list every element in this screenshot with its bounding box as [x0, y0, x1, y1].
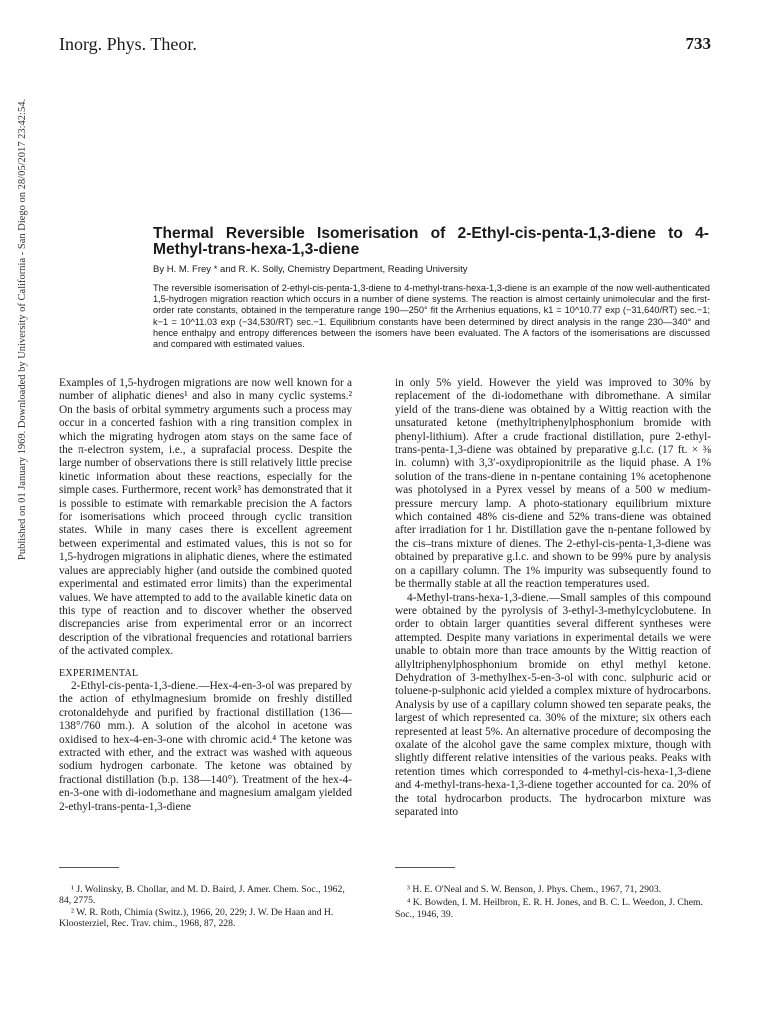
section-heading-experimental: EXPERIMENTAL	[59, 667, 139, 679]
footnote-1: ¹ J. Wolinsky, B. Chollar, and M. D. Baird, J. Amer. Chem. Soc., 1962, 84, 2775.	[59, 884, 345, 907]
footnote-4: ⁴ K. Bowden, I. M. Heilbron, E. R. H. Jones, and B. C. L. Weedon, J. Chem. Soc., 1946, 39.	[395, 897, 703, 920]
download-watermark-text: Published on 01 January 1969. Downloaded by University of California - San Diego on 28/05/2017 23:42:54.	[17, 98, 28, 560]
footnote-rule-right	[395, 867, 455, 868]
footnote-3: ³ H. E. O'Neal and S. W. Benson, J. Phys. Chem., 1967, 71, 2903.	[407, 884, 662, 895]
article-authors: By H. M. Frey * and R. K. Solly, Chemistry Department, Reading University	[153, 264, 468, 275]
journal-name: Inorg. Phys. Theor.	[59, 34, 197, 54]
download-watermark	[3, 98, 28, 560]
footnote-2: ² W. R. Roth, Chimia (Switz.), 1966, 20, 229; J. W. De Haan and H. Kloosterziel, Rec. Trav. chim., 1968, 87, 228.	[59, 906, 334, 929]
article-abstract: The reversible isomerisation of 2-ethyl-cis-penta-1,3-diene to 4-methyl-trans-hexa-1,3-diene is an example of the now well-authenticated 1,5-hydrogen migration reaction which occurs in a number of diene systems. The reaction is almost certainly unimolecular and the first-order rate constants, obtained in the temperature range 190—250° fit the Arrhenius equations, k1 = 10^10.77 exp (−31,640/RT) sec.−1; k−1 = 10^11.03 exp (−34,530/RT) sec.−1. Equilibrium constants have been determined by direct analysis in the range 230—340° and hence enthalpy and entropy differences between the isomers have been evaluated. The A factors of the isomerisations are discussed and compared with estimated values.	[153, 283, 710, 350]
footnotes-right	[395, 884, 711, 922]
footnote-rule-left	[59, 867, 119, 868]
article-title: Thermal Reversible Isomerisation of 2-Ethyl-cis-penta-1,3-diene to 4-Methyl-trans-hexa-1,3-diene	[153, 225, 709, 258]
left-column	[59, 377, 352, 814]
intro-paragraph: Examples of 1,5-hydrogen migrations are now well known for a number of aliphatic dienes¹ and also in many cyclic systems.² On the basis of orbital symmetry arguments such a process may occur in a concerted fashion with a ring transition complex in which the migrating hydrogen atom stays on the same face of the π-electron system, i.e., a suprafacial process. Despite the large number of observations there is still relatively little precise kinetic information about these reactions, especially for the simple cases. Furthermore, recent work³ has demonstrated that it is possible to estimate with remarkable precision the A factors for isomerisations which proceed through cyclic transition states. While in many cases there is excellent agreement between experimental and estimated values, this is not so for 1,5-hydrogen migrations in aliphatic dienes, where the estimated values are appreciably higher (and outside the combined quoted experimental and estimated error limits) than the experimental values. We have attempted to add to the available kinetic data on this type of reaction and to discover whether the observed discrepancies arise from experimental error or an incorrect description of the vibrational frequencies and rotational barriers of the activated complex.	[59, 377, 352, 658]
experimental-paragraph-2: in only 5% yield. However the yield was improved to 30% by replacement of the di-iodomethane with dibromethane. A similar yield of the trans-diene was obtained by a Wittig reaction with the unsaturated ketone (methyltriphenylphosphonium bromide with phenyl-lithium). After a crude fractional distillation, pure 2-ethyl-trans-penta-1,3-diene was obtained by preparative g.l.c. (17 ft. × ⅜ in. column) with 3,3′-oxydipropionitrile as the liquid phase. A 1% solution of the trans-diene in n-pentane containing 1% acetophenone was photolysed in a Pyrex vessel by means of a 500 w medium-pressure mercury lamp. A photo-stationary equilibrium mixture which contained 48% cis-diene and 52% trans-diene was obtained after irradiation for 1 hr. Distillation gave the n-pentane followed by the cis–trans mixture of dienes. The 2-ethyl-cis-penta-1,3-diene was obtained by preparative g.l.c. and shown to be 99% pure by analysis on a capillary column. The 1% impurity was subsequently found to be thermally stable at all the reaction temperatures used.	[395, 377, 711, 591]
page-number: 733	[685, 34, 711, 53]
footnotes-left	[59, 884, 352, 929]
experimental-paragraph-1: 2-Ethyl-cis-penta-1,3-diene.—Hex-4-en-3-ol was prepared by the action of ethylmagnesium bromide on freshly distilled crotonaldehyde and purified by fractional distillation (136—138°/760 mm.). A solution of the alcohol in acetone was oxidised to hex-4-en-3-one with chromic acid.⁴ The ketone was extracted with ether, and the extract was washed with aqueous sodium hydrogen carbonate. The ketone was obtained by fractional distillation (b.p. 138—140°). Treatment of the hex-4-en-3-one with di-iodomethane and magnesium amalgam yielded 2-ethyl-trans-penta-1,3-diene	[59, 679, 352, 813]
experimental-paragraph-3: 4-Methyl-trans-hexa-1,3-diene.—Small samples of this compound were obtained by the pyrolysis of 3-ethyl-3-methylcyclobutene. In order to obtain larger quantities several different syntheses were attempted. Despite many variations in experimental details we were unable to obtain more than trace amounts by the Wittig reaction of allyltriphenylphosphonium bromide on ethyl methyl ketone. Dehydration of 3-methylhex-5-en-3-ol with conc. sulphuric acid or toluene-p-sulphonic acid yielded a complex mixture of hydrocarbons. Analysis by use of a capillary column showed ten separate peaks, the largest of which represented ca. 30% of the mixture; six others each represented at least 5%. An alternative procedure of decomposing the oxalate of the alcohol gave the same complex mixture, though with slightly different relative intensities of the various peaks. Peaks with retention times which corresponded to 4-methyl-cis-hexa-1,3-diene and 4-methyl-trans-hexa-1,3-diene together accounted for ca. 20% of the total hydrocarbon products. The hydrocarbon mixture was separated into	[395, 591, 711, 818]
right-column	[395, 377, 711, 819]
